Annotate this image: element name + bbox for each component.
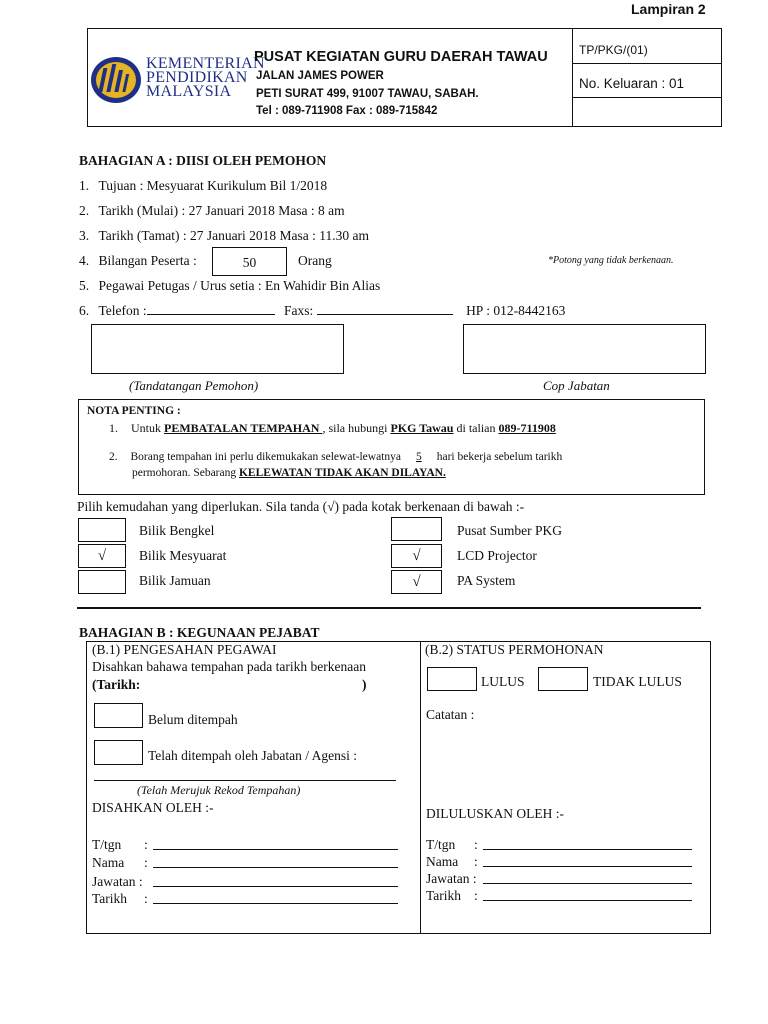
form-reference: TP/PKG/(01): [579, 43, 648, 57]
department-stamp-box[interactable]: [463, 324, 706, 374]
fax-label: Faxs:: [284, 303, 314, 318]
item-6: [79, 303, 565, 319]
b2-colon: :: [474, 888, 478, 903]
note-text: Borang tempahan ini perlu dikemukakan selewat-lewatnya: [130, 451, 404, 463]
logo-line-1: KEMENTERIAN: [146, 55, 265, 72]
b1-position-field[interactable]: [153, 886, 398, 887]
facility-label: Bilik Jamuan: [139, 573, 211, 588]
issue-number: No. Keluaran : 01: [579, 76, 685, 91]
checkbox-rejected[interactable]: [538, 667, 588, 691]
b1-date-close: ): [362, 677, 367, 692]
facility-label: LCD Projector: [457, 548, 537, 563]
checkbox-bilik-jamuan[interactable]: [78, 570, 126, 594]
logo-line-3: MALAYSIA: [146, 83, 232, 100]
item-text: Pegawai Petugas / Urus setia : En Wahidir Bin Alias: [98, 278, 381, 293]
note-text: di talian: [453, 421, 499, 435]
note-number: 2.: [109, 451, 118, 463]
b2-approved-by: DILULUSKAN OLEH :-: [426, 806, 564, 821]
b1-sign-field[interactable]: [153, 849, 398, 850]
b1-colon: :: [144, 891, 148, 906]
b1-confirmed-by: DISAHKAN OLEH :-: [92, 800, 214, 815]
b1-date-label: Tarikh: [92, 891, 128, 906]
item-number: 5.: [79, 278, 90, 293]
note-text: Untuk: [131, 421, 164, 435]
address-line-2: PETI SURAT 499, 91007 TAWAU, SABAH.: [256, 88, 479, 100]
signature-caption: (Tandatangan Pemohon): [129, 378, 259, 393]
participants-label: Bilangan Peserta :: [98, 253, 197, 268]
header-divider-h1: [572, 63, 722, 64]
item-number: 2.: [79, 203, 90, 218]
checkbox-bilik-mesyuarat[interactable]: √: [78, 544, 126, 568]
logo-line-2: PENDIDIKAN: [146, 69, 248, 86]
fax-field[interactable]: [317, 314, 453, 315]
reference-note: (Telah Merujuk Rekod Tempahan): [137, 783, 301, 797]
facility-label: Pusat Sumber PKG: [457, 523, 563, 538]
logo-wordmark: [146, 57, 265, 99]
b1-name-field[interactable]: [153, 867, 398, 868]
b1-colon: :: [144, 837, 148, 852]
section-divider: [77, 607, 701, 609]
note-text-emphasis: PKG Tawau: [390, 421, 454, 435]
facility-label: Bilik Mesyuarat: [139, 548, 227, 563]
item-number: 6.: [79, 303, 90, 318]
b2-notes-label: Catatan :: [426, 707, 475, 722]
item-2: [79, 203, 345, 219]
facility-label: PA System: [457, 573, 516, 588]
b2-sign-label: T/tgn: [426, 837, 456, 852]
org-name: PUSAT KEGIATAN GURU DAERAH TAWAU: [254, 49, 548, 65]
b1-sign-label: T/tgn: [92, 837, 122, 852]
header-divider-h2: [572, 97, 722, 98]
item-number: 1.: [79, 178, 90, 193]
item-number: 4.: [79, 253, 90, 268]
note-text: , sila hubungi: [322, 421, 391, 435]
item-4: [79, 253, 197, 269]
note-text: hari bekerja sebelum tarikh: [433, 451, 563, 463]
strike-note: *Potong yang tidak berkenaan.: [548, 255, 674, 266]
note-text-emphasis: PEMBATALAN TEMPAHAN: [164, 421, 323, 435]
item-number: 3.: [79, 228, 90, 243]
label-approved: LULUS: [481, 674, 525, 689]
b2-position-field[interactable]: [483, 883, 692, 884]
option-not-booked: Belum ditempah: [148, 712, 238, 727]
b1-name-label: Nama: [92, 855, 125, 870]
note-text-emphasis: KELEWATAN TIDAK AKAN DILAYAN.: [238, 467, 446, 479]
note-2: [109, 451, 562, 463]
item-1: [79, 178, 327, 194]
b2-colon: :: [474, 854, 478, 869]
header-divider: [572, 28, 573, 127]
b2-date-field[interactable]: [483, 900, 692, 901]
checkbox-booked[interactable]: [94, 740, 143, 765]
note-phone: 089-711908: [498, 421, 556, 435]
b2-sign-field[interactable]: [483, 849, 692, 850]
b2-title: (B.2) STATUS PERMOHONAN: [425, 642, 604, 657]
option-booked: Telah ditempah oleh Jabatan / Agensi :: [148, 748, 357, 763]
b2-position-label: Jawatan :: [426, 871, 477, 886]
notes-title: NOTA PENTING :: [87, 405, 181, 417]
checkbox-lcd-projector[interactable]: √: [391, 544, 442, 568]
item-text: Tujuan : Mesyuarat Kurikulum Bil 1/2018: [98, 178, 328, 193]
b2-date-label: Tarikh: [426, 888, 462, 903]
phone-field[interactable]: [147, 314, 275, 315]
ministry-logo-icon: [90, 56, 142, 104]
note-number: 1.: [109, 421, 118, 435]
note-text: permohoran. Sebarang: [132, 467, 239, 479]
checkbox-approved[interactable]: [427, 667, 477, 691]
b1-date-field[interactable]: [153, 903, 398, 904]
item-5: [79, 278, 380, 294]
facilities-instruction: Pilih kemudahan yang diperlukan. Sila tanda (√) pada kotak berkenaan di bawah :-: [77, 499, 525, 514]
checkbox-pusat-sumber[interactable]: [391, 517, 442, 541]
applicant-signature-box[interactable]: [91, 324, 344, 374]
section-b-title: BAHAGIAN B : KEGUNAAN PEJABAT: [79, 625, 320, 640]
item-text: Tarikh (Mulai) : 27 Januari 2018 Masa : 8 am: [98, 203, 345, 218]
participants-unit: Orang: [298, 253, 332, 268]
note-1: [109, 421, 556, 436]
label-rejected: TIDAK LULUS: [593, 674, 682, 689]
b1-statement: Disahkan bahawa tempahan pada tarikh berkenaan: [92, 659, 367, 674]
stamp-caption: Cop Jabatan: [543, 378, 610, 393]
phone-label: Telefon :: [98, 303, 147, 318]
facility-label: Bilik Bengkel: [139, 523, 215, 538]
note-2-cont: [132, 467, 446, 479]
section-a-title: BAHAGIAN A : DIISI OLEH PEMOHON: [79, 153, 327, 168]
b1-position-label: Jawatan :: [92, 874, 143, 889]
annex-label: Lampiran 2: [631, 1, 706, 17]
checkbox-pa-system[interactable]: √: [391, 570, 442, 594]
b1-date-open: (Tarikh:: [92, 677, 141, 692]
b1-title: (B.1) PENGESAHAN PEGAWAI: [92, 642, 277, 657]
b2-name-label: Nama: [426, 854, 459, 869]
b2-colon: :: [474, 837, 478, 852]
address-line-1: JALAN JAMES POWER: [256, 70, 384, 82]
agency-field[interactable]: [94, 780, 396, 781]
b1-colon: :: [144, 855, 148, 870]
b2-name-field[interactable]: [483, 866, 692, 867]
checkbox-not-booked[interactable]: [94, 703, 143, 728]
participants-count-field[interactable]: 50: [212, 247, 287, 276]
item-3: [79, 228, 369, 244]
item-text: Tarikh (Tamat) : 27 Januari 2018 Masa : 11.30 am: [98, 228, 370, 243]
hp-number: HP : 012-8442163: [466, 303, 566, 318]
note-days: 5: [415, 451, 422, 463]
contact-line: Tel : 089-711908 Fax : 089-715842: [256, 105, 438, 117]
section-b-divider: [420, 641, 421, 934]
checkbox-bilik-bengkel[interactable]: [78, 518, 126, 542]
